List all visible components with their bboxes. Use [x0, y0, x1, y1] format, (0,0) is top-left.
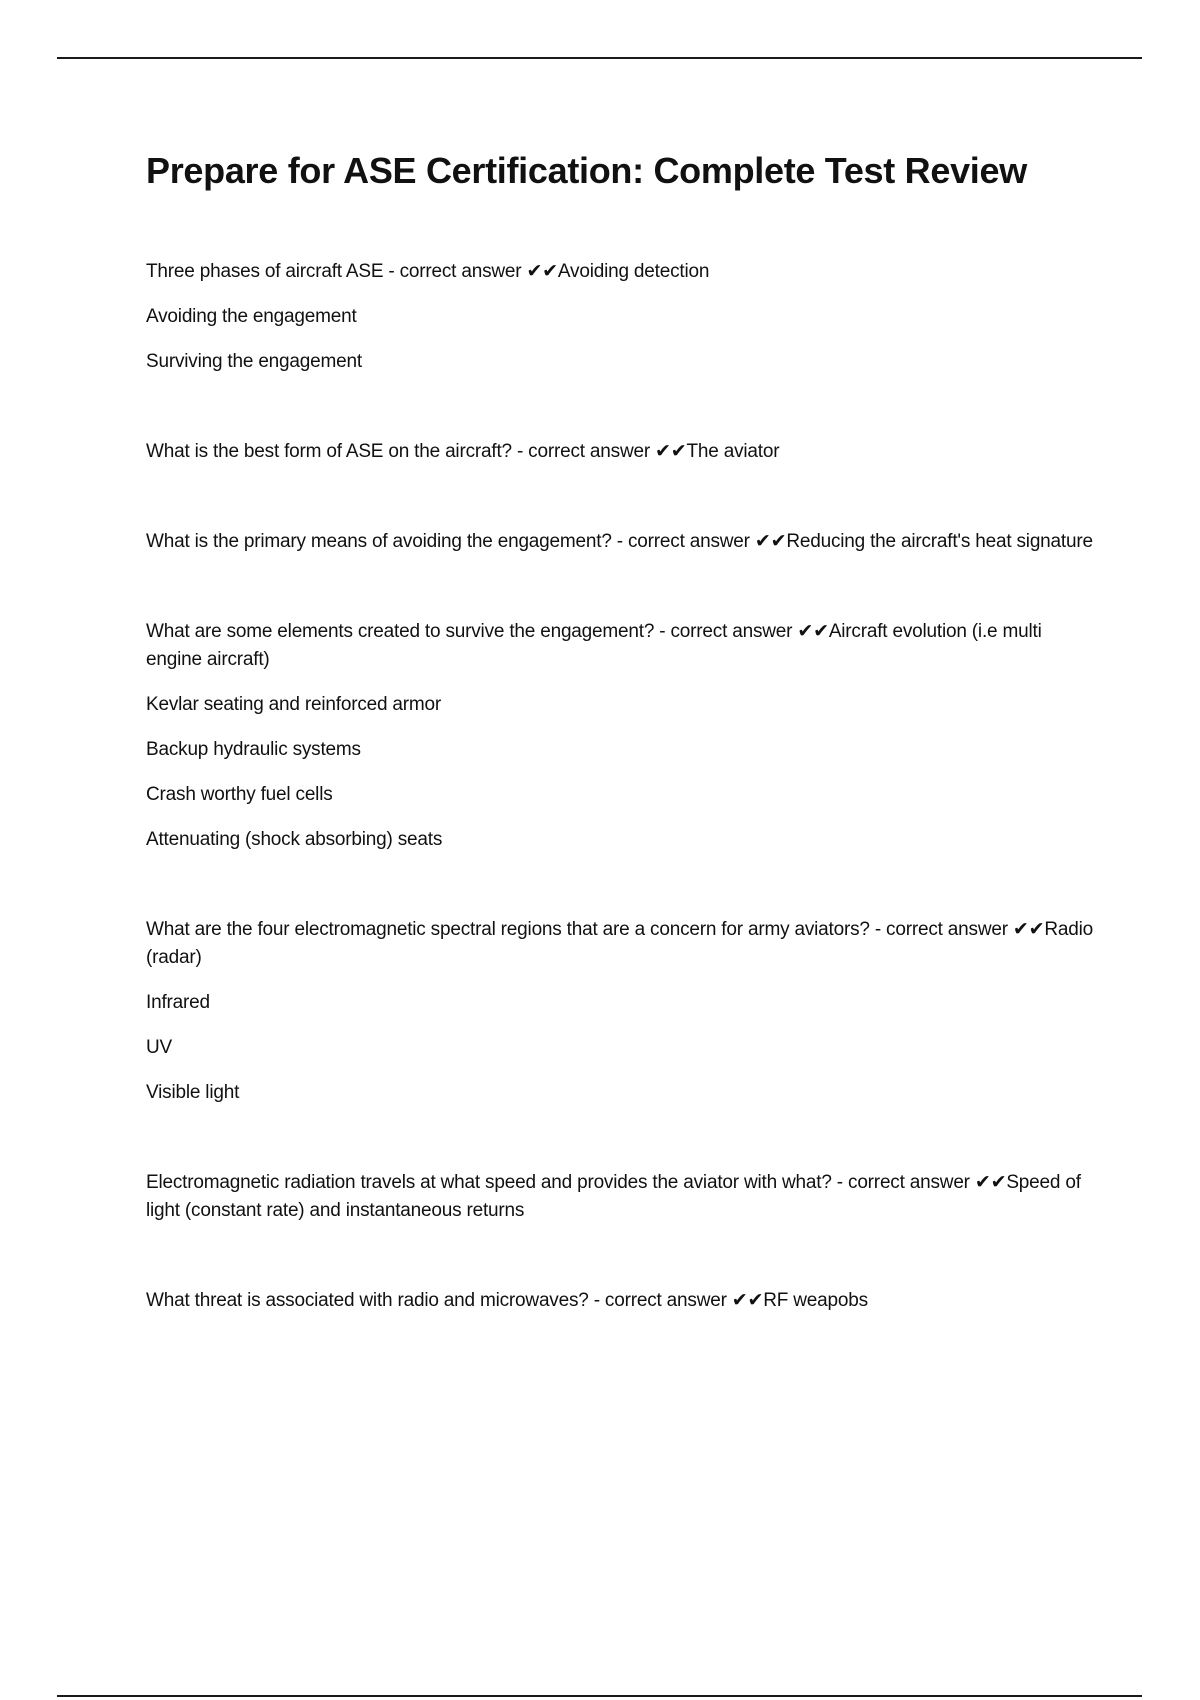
- qa-item: [146, 1169, 1096, 1225]
- qa-answer-line: Avoiding the engagement: [146, 306, 357, 327]
- qa-question: What is the best form of ASE on the aircraft? - correct answer ✔✔The aviator: [146, 441, 780, 462]
- qa-answer-line: Attenuating (shock absorbing) seats: [146, 829, 443, 850]
- qa-item: [146, 916, 1096, 1107]
- qa-answer-line: Kevlar seating and reinforced armor: [146, 694, 442, 715]
- qa-answer-line: Backup hydraulic systems: [146, 739, 361, 760]
- qa-item: [146, 258, 1096, 376]
- qa-item: [146, 618, 1096, 854]
- qa-item: [146, 528, 1096, 556]
- top-rule: [57, 57, 1142, 59]
- document-title: Prepare for ASE Certification: Complete Test Review: [146, 150, 1027, 191]
- qa-item: [146, 1287, 1096, 1315]
- qa-item: [146, 438, 1096, 466]
- qa-question: What are the four electromagnetic spectral regions that are a concern for army aviators? - correct answer ✔✔Radio (radar): [146, 919, 1093, 968]
- qa-question: What are some elements created to survive the engagement? - correct answer ✔✔Aircraft evolution (i.e multi engine aircraft): [146, 621, 1042, 670]
- qa-question: What is the primary means of avoiding the engagement? - correct answer ✔✔Reducing the aircraft's heat signature: [146, 531, 1093, 552]
- qa-question: Electromagnetic radiation travels at what speed and provides the aviator with what? - correct answer ✔✔Speed of light (constant rate) and instantaneous returns: [146, 1172, 1081, 1221]
- qa-answer-line: Visible light: [146, 1082, 240, 1103]
- qa-answer-line: Infrared: [146, 992, 210, 1013]
- qa-answer-line: Surviving the engagement: [146, 351, 362, 372]
- bottom-rule: [57, 1695, 1142, 1697]
- qa-question: What threat is associated with radio and microwaves? - correct answer ✔✔RF weapobs: [146, 1290, 868, 1311]
- qa-answer-line: UV: [146, 1037, 172, 1058]
- document-body: [146, 146, 1096, 1377]
- qa-question: Three phases of aircraft ASE - correct answer ✔✔Avoiding detection: [146, 261, 710, 282]
- qa-answer-line: Crash worthy fuel cells: [146, 784, 333, 805]
